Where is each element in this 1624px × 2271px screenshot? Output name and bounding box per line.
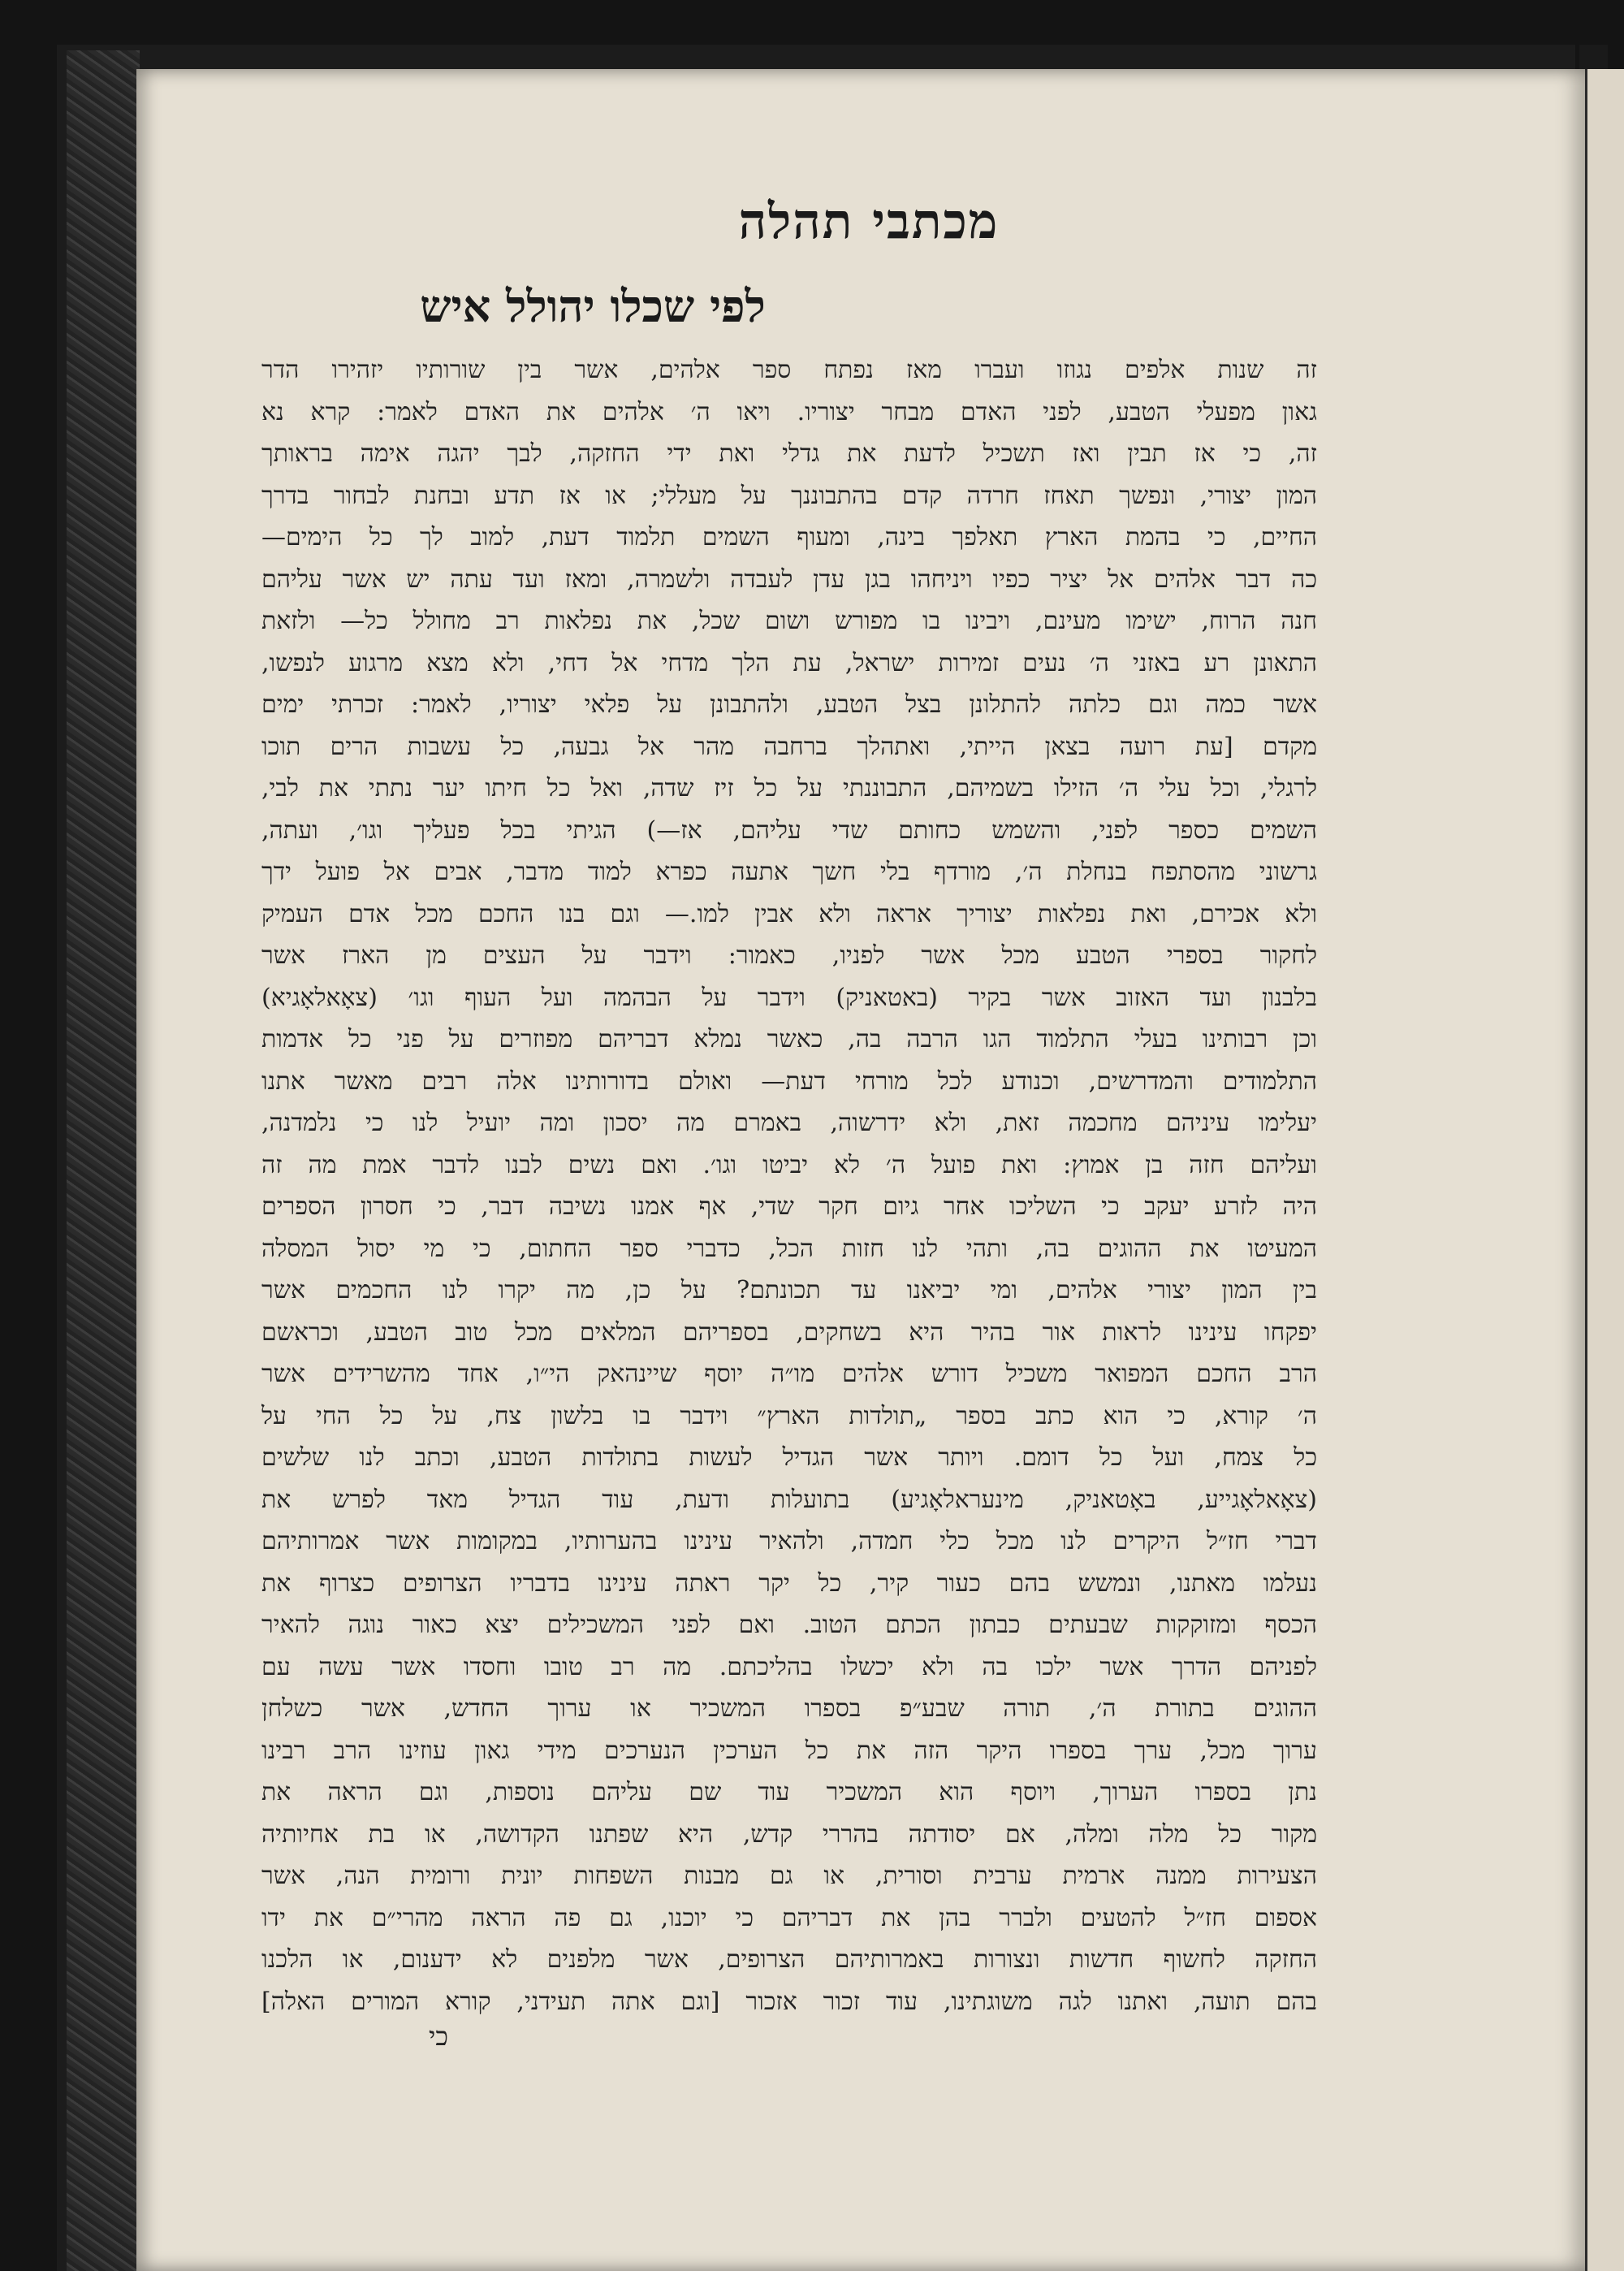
catchword: כי [429, 2021, 449, 2052]
text-line: ולא אכירם, ואת נפלאות יצוריך אראה ולא אבין למו.— וגם בנו החכם מכל אדם העמיק [261, 899, 1317, 928]
text-line: מקדם [עת רועה בצאן הייתי, ואתהלך ברחבה מהר אל גבעה, כל עשבות הרים תוכו [261, 732, 1317, 761]
cover-edge-texture [67, 50, 140, 2271]
text-line: אספום חז״ל להטעים ולברר בהן את דבריהם כי יוכנו, גם פה הראה מהרי״ם את ידו [261, 1903, 1317, 1932]
body-text-block [261, 349, 1317, 2022]
text-line: יפקחו עינינו לראות אור בהיר היא בשחקים, בספריהם המלאים מכל טוב הטבע, וכראשם [261, 1317, 1317, 1347]
text-line: לרגלי, וכל עלי ה׳ הזילו בשמיהם, התבוננתי על כל זיז שדה, ואל כל חיתו יער נתתי את לבי, [261, 774, 1317, 802]
text-line: גרשוני מהסתפח בנחלת ה׳, מורדף בלי חשך אתעה כפרא למוד מדבר, אבים אל פועל ידך [261, 858, 1317, 886]
facing-page-edge [1585, 69, 1624, 2271]
text-line: המעיטו את ההוגים בה, ותהי לנו חזות הכל, כדברי ספר החתום, כי מי יסול המסלה [261, 1234, 1317, 1263]
page-header-title: מכתבי תהלה [738, 193, 1000, 250]
text-line: החיים, כי בהמת הארץ תאלפך בינה, ומעוף השמים תלמוד דעת, למוב לך כל הימים— [261, 523, 1317, 552]
text-line: ערוך מכל, ערך בספרו היקר הזה את כל הערכין הנערכים מידי גאון עוזינו הרב רבינו [261, 1736, 1317, 1765]
text-line: ה׳ קורא, כי הוא כתב בספר „תולדות הארץ״ וידבר בו בלשון צח, על כל החי על [261, 1401, 1317, 1430]
text-line: ההוגים בתורת ה׳, תורה שבע״פ בספרו המשכיר או ערוך החדש, אשר כשלחן [261, 1694, 1317, 1723]
text-line: המון יצורי, ונפשך תאחז חרדה קדם בהתבוננך על מעללי; או אז תדע ובחנת לבחור בדרך [261, 481, 1317, 510]
text-line: היה לזרע יעקב כי השליכו אחר גיום חקר שדי, אף אמנו נשיבה דבר, כי חסרון הספרים [261, 1192, 1317, 1221]
text-line: זה, כי אז תבין ואז תשכיל לדעת את גדלי ואת ידי החזקה, לבך יהגה אימה בראותך [261, 439, 1317, 468]
text-line: התאונן רע באזני ה׳ נעים זמירות ישראל, עת הלך מדחי אל דחי, ולא מצא מרגוע לנפשו, [261, 648, 1317, 677]
text-line: דברי חז״ל היקרים לנו מכל כלי חמדה, ולהאיר עינינו בהערותיו, במקומות אשר אמרותיהם [261, 1527, 1317, 1555]
text-line: ועליהם חזה בן אמוץ: ואת פועל ה׳ לא יביטו וגו׳. ואם נשים לבנו לדבר אמת מה זה [261, 1150, 1317, 1179]
text-line: (צאָאלאָגייע, באָטאניק, מינעראלאָגיע) בתועלות ודעת, עוד הגדיל מאד לפרש את [261, 1485, 1317, 1514]
text-line: חנה הרוח, ישימו מעינם, ויבינו בו מפורש ושום שכל, את נפלאות רב מחולל כל— ולזאת [261, 607, 1317, 635]
text-line: הרב החכם המפואר משכיל דורש אלהים מו״ה יוסף שיינהאק הי״ו, אחד מהשרידים אשר [261, 1360, 1317, 1388]
text-line: בהם תועה, ואתנו לגה משוגתינו, עוד זכור אזכור [וגם אתה תעידני, קורא המורים האלה] [261, 1987, 1317, 2016]
text-line: כל צמח, ועל כל דומם. ויותר אשר הגדיל לעשות בתולדות הטבע, וכתב לנו שלשים [261, 1443, 1317, 1472]
text-line: נתן בספרו הערוך, ויוסף הוא המשכיר עוד שם עליהם נוספות, וגם הראה את [261, 1778, 1317, 1806]
text-line: בין המון יצורי אלהים, ומי יביאנו עד תכונתם? על כן, מה יקרו לנו החכמים אשר [261, 1276, 1317, 1304]
text-line: כה דבר אלהים אל יציר כפיו ויניחהו בגן עדן לעבדה ולשמרה, ומאז ועד עתה יש אשר עליהם [261, 565, 1317, 594]
text-line: זה שנות אלפים נגוזו ועברו מאז נפתח ספר אלהים, אשר בין שורותיו יזהירו הדר [261, 356, 1317, 384]
text-line: יעלימו עיניהם מחכמה זאת, ולא ידרשוה, באמרם מה יסכון ומה יועיל לנו כי נלמדנה, [261, 1109, 1317, 1137]
text-line: השמים כספר לפני, והשמש כחותם שדי עליהם, אז—) הגיתי בכל פעליך וגו׳, ועתה, [261, 815, 1317, 845]
section-subtitle: לפי שכלו יהולל איש [420, 280, 766, 332]
text-line: אשר כמה וגם כלתה להתלונן בצל הטבע, ולהתבונן על פלאי יצוריו, לאמר: זכרתי ימים [261, 690, 1317, 719]
text-line: לפניהם הדרך אשר ילכו בה ולא יכשלו בהליכתם. מה רב טובו וחסדו אשר עשה עם [261, 1652, 1317, 1681]
text-line: התלמודים והמדרשים, וכנודע לכל מורחי דעת— ואולם בדורותינו אלה רבים מאשר אתנו [261, 1066, 1317, 1096]
text-line: וכן רבותינו בעלי התלמוד הגו הרבה בה, כאשר נמלא דבריהם מפוזרים על פני כל אדמות [261, 1025, 1317, 1053]
text-line: בלבנון ועד האזוב אשר בקיר (באטאניק) וידבר על הבהמה ועל העוף וגו׳ (צאָאלאָגיא) [261, 983, 1317, 1012]
text-line: לחקור בספרי הטבע מכל אשר לפניו, כאמור: וידבר על העצים מן הארז אשר [261, 941, 1317, 970]
text-line: גאון מפעלי הטבע, לפני האדם מבחר יצוריו. ויאו ה׳ אלהים את האדם לאמר: קרא נא [261, 397, 1317, 426]
text-line: נעלמו מאתנו, ונמשש בהם כעור קיר, כל יקר ראתה עינינו בדבריו הצרופים כצרוף את [261, 1568, 1317, 1598]
text-line: מקור כל מלה ומלה, אם יסודתה בהררי קדש, היא שפתנו הקדושה, או בת אחיותיה [261, 1819, 1317, 1849]
text-line: הצעירות ממנה ארמית ערבית וסורית, או גם מבנות השפחות יונית ורומית הנה, אשר [261, 1862, 1317, 1890]
text-line: הכסף ומזוקקות שבעתים כבתון הכתם הטוב. ואם לפני המשכילים יצא כאור נוגה להאיר [261, 1611, 1317, 1639]
text-line: החזקה לחשוף חדשות ונצורות באמרותיהם הצרופים, אשר מלפנים לא ידענום, או הלכנו [261, 1945, 1317, 1974]
